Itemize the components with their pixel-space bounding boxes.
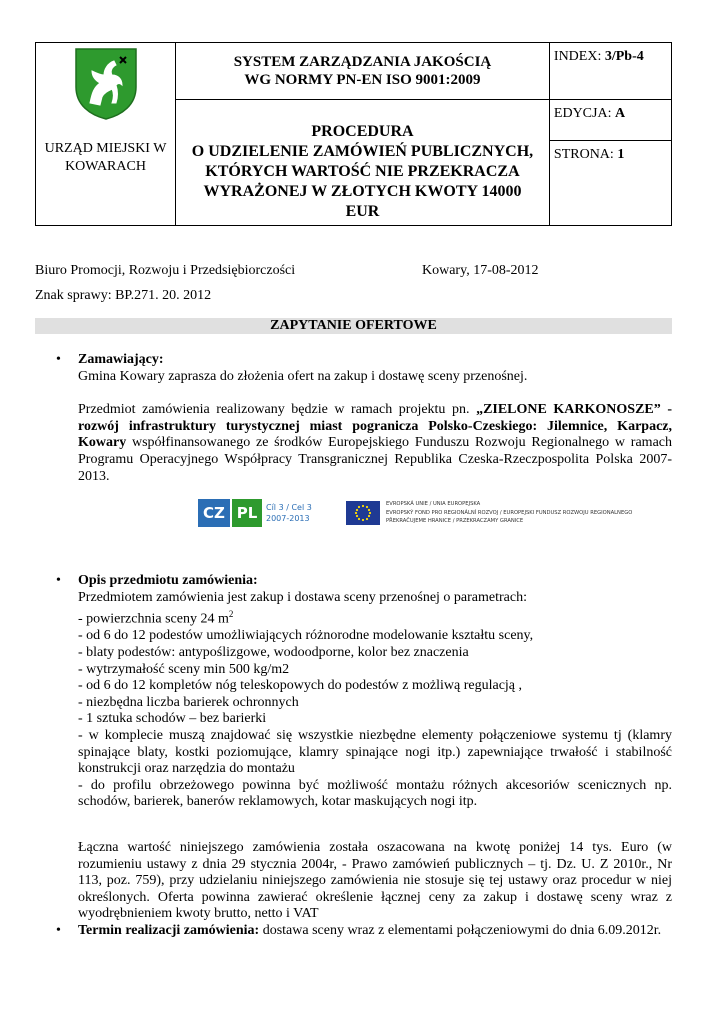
description-item: - wytrzymałość sceny min 500 kg/m2 [78,661,290,677]
office-line-1: URZĄD MIEJSKI W [44,141,167,156]
office-cell [36,43,176,226]
description-intro: Przedmiotem zamówienia jest zakup i dostawa sceny przenośnej o parametrach: [78,589,527,605]
ordering-block [78,352,672,485]
eu-line-2: EVROPSKÝ FOND PRO REGIONÁLNÍ ROZVOJ / EUROPEJSKI FUNDUSZ ROZWOJU REGIONALNEGO [386,509,633,516]
bullet-icon: • [56,923,61,938]
project-rest: współfinansowanego ze środków Europejskiego Funduszu Rozwoju Regionalnego w ramach Programu Operacyjnego Współpracy Transgranicznej Republika Czeska-Rzeczpospolita Polska 2007-2013. [78,435,672,484]
index-value: 3/Pb-4 [604,49,644,64]
area-sup: 2 [228,609,234,620]
description-item: - niezbędna liczba barierek ochronnych [78,694,299,710]
edition-value: A [614,106,626,121]
ordering-text: Gmina Kowary zaprasza do złożenia ofert na zakup i dostawę sceny przenośnej. [78,368,528,384]
description-profile: - do profilu obrzeżowego powinna być możliwość montażu różnych akcesoriów scenicznych np. schodów, barierek, banerów reklamowych, kotar maskujących nogi itp. [78,777,672,810]
ordering-heading: Zamawiający: [78,352,164,367]
czpl-logo [198,499,318,529]
project-intro: Przedmiot zamówienia realizowany będzie w ramach projektu pn. [78,402,477,418]
department: Biuro Promocji, Rozwoju i Przedsiębiorczości [35,263,296,278]
office-line-2: KOWARACH [65,159,146,174]
header-table [35,42,672,226]
bullet-icon: • [56,352,61,367]
eu-text [386,500,632,526]
section-title-bar [35,318,672,334]
value-paragraph: Łączna wartość niniejszego zamówienia została oszacowana na kwotę poniżej 14 tys. Euro (w rozumieniu ustawy z dnia 29 stycznia 2004r, - Prawo zamówień publicznych – tj. Dz. U. Z 2010r., Nr 113, poz. 759), przy udzielaniu niniejszego zamówienia nie stosuje się tej ustawy oraz procedur w niej określonych. Oferta powinna zawierać określenie łącznej ceny za zakup i dostawę sceny wraz z wyodrębnieniem kwoty brutto, netto i VAT [78,840,672,922]
project-paragraph [78,402,672,485]
system-line-2: WG NORMY PN-EN ISO 9001:2009 [244,72,481,88]
description-block [78,573,672,811]
description-heading: Opis przedmiotu zamówienia: [78,573,258,588]
system-line-1: SYSTEM ZARZĄDZANIA JAKOŚCIĄ [233,54,492,70]
eu-logo [346,499,633,529]
deadline-paragraph [78,923,672,940]
procedure-line-4: EUR [345,203,380,220]
project-name: „ZIELONE KARKONOSZE” - rozwój infrastruktury turystycznej miast pogranicza Polsko-Czeskiego: Jilemnice, Karpacz, Kowary [78,402,672,451]
procedure-line-3: WYRAŻONEJ W ZŁOTYCH KWOTY 14000 [203,183,522,200]
pl-mark: PL [232,499,262,527]
coat-of-arms-logo [74,47,138,121]
index-cell [549,43,671,100]
procedure-line-1: O UDZIELENIE ZAMÓWIEŃ PUBLICZNYCH, [191,143,534,160]
cil-line-1: Cíl 3 / Cel 3 [266,503,312,512]
deadline-text: dostawa sceny wraz z elementami połączeniowymi do dnia 6.09.2012r. [259,923,662,938]
cil-text [266,502,312,524]
case-number: Znak sprawy: BP.271. 20. 2012 [35,288,212,303]
place-date: Kowary, 17-08-2012 [422,263,539,278]
cz-mark: CZ [198,499,230,527]
deadline-block [78,923,672,940]
page-label: STRONA: [553,147,618,162]
value-block [78,840,672,923]
description-item: - od 6 do 12 podestów umożliwiających różnorodne modelowanie kształtu sceny, [78,628,534,644]
description-item: - blaty podestów: antypoślizgowe, wodoodporne, kolor bez znaczenia [78,645,469,661]
description-item: - od 6 do 12 kompletów nóg teleskopowych do podestów z możliwą regulacją , [78,678,523,694]
section-title: ZAPYTANIE OFERTOWE [270,318,437,333]
eu-line-1: EVROPSKÁ UNIE / UNIA EUROPEJSKA [386,501,481,507]
system-cell [176,43,550,100]
procedure-title: PROCEDURA [311,123,414,140]
bullet-icon: • [56,573,61,588]
page-cell [549,141,671,226]
cil-line-2: 2007-2013 [266,514,310,523]
eu-line-3: PŘEKRAČUJEME HRANICE / PRZEKRACZAMY GRANICE [386,518,524,524]
description-complete: - w komplecie muszą znajdować się wszystkie niezbędne elementy połączeniowe systemu tj (klamry spinające blaty, kostki poziomujące, klamry spinające nogi itp.) zapewniające trwałość i stabilność konstrukcji oraz narzędzia do montażu [78,728,672,777]
eu-flag-icon [346,501,380,525]
procedure-cell [176,100,550,226]
page-value: 1 [617,147,625,162]
procedure-line-2: KTÓRYCH WARTOŚĆ NIE PRZEKRACZA [205,163,520,180]
area-text: - powierzchnia sceny 24 m [78,611,229,627]
edition-label: EDYCJA: [553,106,615,121]
description-item: - 1 sztuka schodów – bez barierki [78,711,267,727]
index-label: INDEX: [553,49,605,64]
deadline-heading: Termin realizacji zamówienia: [78,923,260,938]
edition-cell [549,100,671,141]
description-area [78,606,672,628]
